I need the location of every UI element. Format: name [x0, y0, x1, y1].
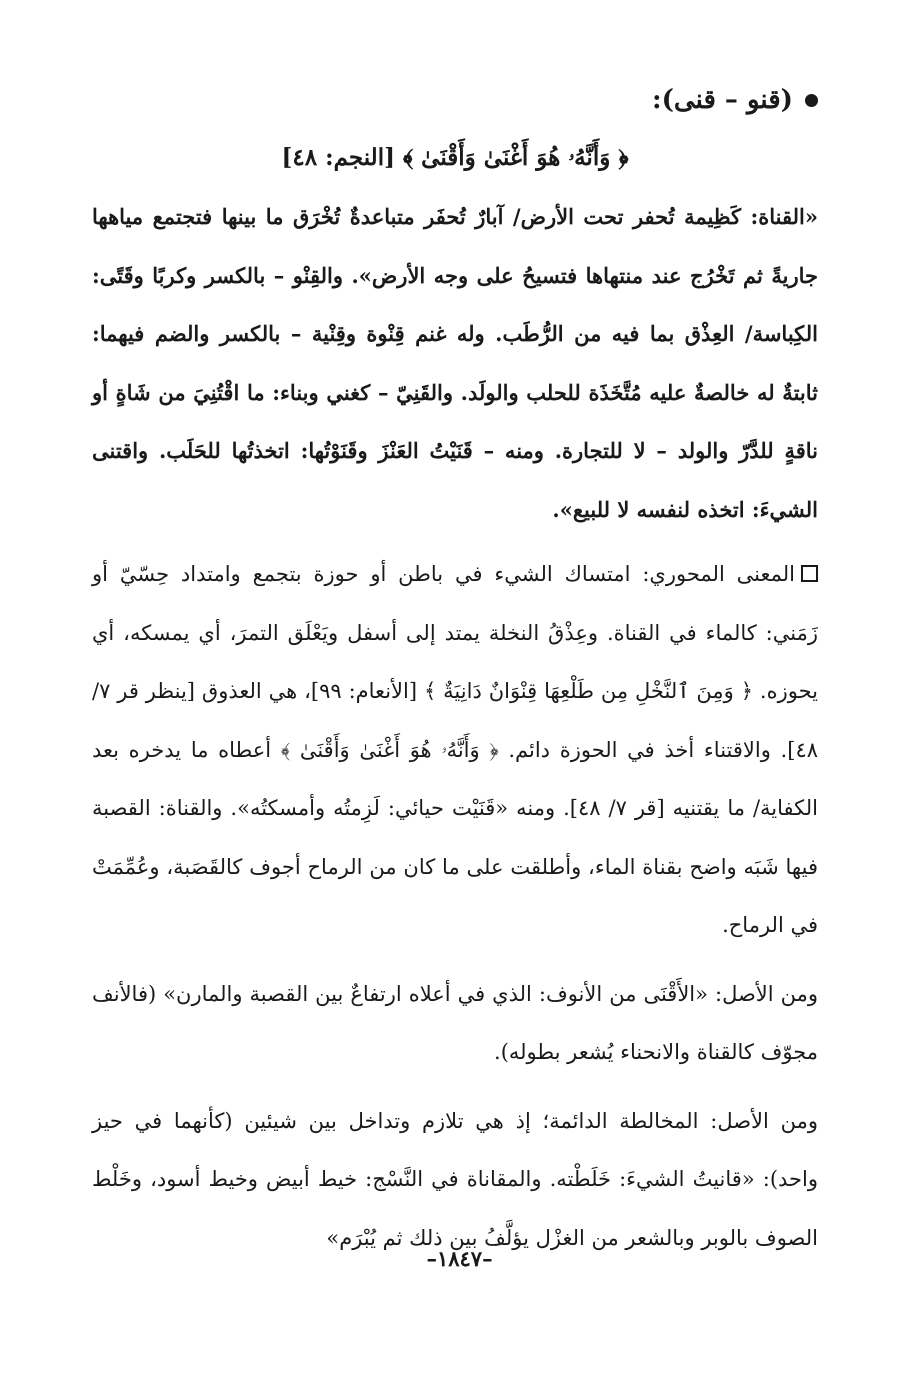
paragraph-mixing: ومن الأصل: المخالطة الدائمة؛ إذ هي تلازم وتداخل بين شيئين (كأنهما في حيز واحد): «قانيتُ الشيءَ: خَلَطْته. والمقاناة في النَّسْج: خيط أبيض وخيط أسود، وخَلْط الصوف بالوبر وبالشعر من الغزْل يؤلَّفُ بين ذلك ثم يُبْرَم» — [92, 1108, 818, 1250]
entry-heading — [92, 72, 818, 128]
entry-heading-text: (قنو – قنى): — [652, 85, 793, 115]
page-content — [92, 72, 818, 1267]
paragraph-definition: «القناة: كَظِيمة تُحفر تحت الأرض/ آبارٌ تُحفَر متباعدةٌ تُخْرَق ما بينها فتجتمع مياهها جاريةً ثم تَخْرُج عند منتهاها فتسيحُ على وجه الأرض». والقِنْو – بالكسر وكربًا وقَتًى: الكِباسة/ العِذْق بما فيه من الرُّطَب. وله غنم قِنْوة وقِنْية – بالكسر والضم فيهما: ثابتةٌ له خالصةٌ عليه مُتَّخَذَة للحلب والولَد. والقَنِيّ – كغني وبناء: ما اقْتُنِيَ من شَاةٍ أو ناقةٍ للدَّرّ والولد – لا للتجارة. ومنه – قَنَيْتُ العَنْزَ وقَنَوْتُها: اتخذتُها للحَلَب. واقتنى الشيءَ: اتخذه لنفسه لا للبيع». — [92, 204, 818, 522]
bullet-icon — [805, 94, 818, 107]
paragraph-core-meaning-text: المعنى المحوري: امتساك الشيء في باطن أو حوزة بتجمع وامتداد حِسّيّ أو زَمَني: كالماء في القناة. وعِذْقُ النخلة يمتد إلى أسفل ويَعْلَق التمرَ، أي يمسكه، أي يحوزه. ﴿ وَمِنَ ٱلنَّخْلِ مِن طَلْعِهَا قِنْوَانٌ دَانِيَةٌ ﴾ [الأنعام: ٩٩]، هي العذوق [ينظر قر ٧/ ٤٨]. والاقتناء أخذ في الحوزة دائم. ﴿ وَأَنَّهُۥ هُوَ أَغْنَىٰ وَأَقْنَىٰ ﴾ أعطاه ما يدخره بعد الكفاية/ ما يقتنيه [قر ٧/ ٤٨]. ومنه «قَنَيْت حيائي: لَزِمتُه وأمسكتُه». والقناة: القصبة فيها شَبَه واضح بقناة الماء، وأطلقت على ما كان من الرماح أجوف كالقَصَبة، وعُمِّمَتْ في الرماح. — [92, 562, 819, 937]
paragraph-aqna: ومن الأصل: «الأَقْنَى من الأنوف: الذي في أعلاه ارتفاعٌ بين القصبة والمارن» (فالأنف مجوّف كالقناة والانحناء يُشعر بطوله). — [92, 981, 818, 1064]
paragraph-core-meaning — [92, 545, 818, 955]
page-number: –١٨٤٧– — [426, 1246, 493, 1271]
quran-verse: ﴿ وَأَنَّهُۥ هُوَ أَغْنَىٰ وَأَقْنَىٰ ﴾ [النجم: ٤٨] — [281, 144, 629, 171]
square-icon — [801, 565, 818, 582]
